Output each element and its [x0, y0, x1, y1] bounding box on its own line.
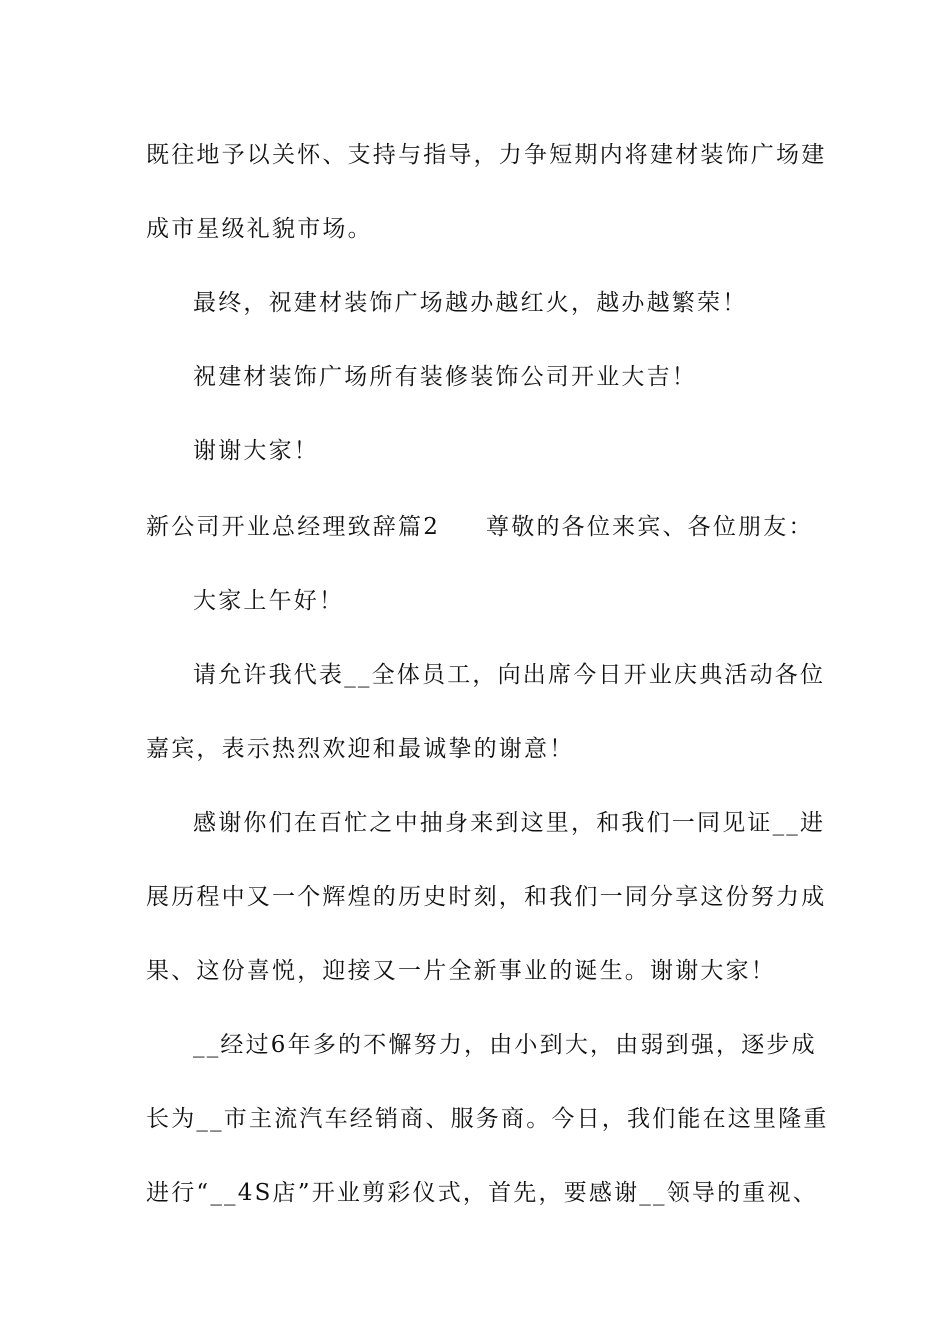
- paragraph-line: 既往地予以关怀、支持与指导，力争短期内将建材装饰广场建: [146, 142, 827, 168]
- section-heading: 新公司开业总经理致辞篇2: [146, 514, 441, 540]
- paragraph-line: 最终，祝建材装饰广场越办越红火，越办越繁荣！: [193, 290, 748, 316]
- paragraph-line: 长为__市主流汽车经销商、服务商。今日，我们能在这里隆重: [146, 1106, 829, 1132]
- paragraph-line: 果、这份喜悦，迎接又一片全新事业的诞生。谢谢大家！: [146, 958, 776, 984]
- paragraph-line: 祝建材装饰广场所有装修装饰公司开业大吉！: [193, 364, 697, 390]
- paragraph-line: 请允许我代表__全体员工，向出席今日开业庆典活动各位: [193, 662, 826, 688]
- paragraph-line: 进行“__4S店”开业剪彩仪式，首先，要感谢__领导的重视、: [146, 1180, 818, 1206]
- paragraph-line: 展历程中又一个辉煌的历史时刻，和我们一同分享这份努力成: [146, 884, 827, 910]
- paragraph-line: 感谢你们在百忙之中抽身来到这里，和我们一同见证__进: [193, 810, 826, 836]
- paragraph-line: 大家上午好！: [193, 588, 345, 614]
- paragraph-line: 嘉宾，表示热烈欢迎和最诚挚的谢意！: [146, 736, 575, 762]
- section-greeting: 尊敬的各位来宾、各位朋友：: [486, 514, 814, 540]
- paragraph-line: 成市星级礼貌市场。: [146, 216, 373, 242]
- paragraph-line: 谢谢大家！: [193, 438, 319, 464]
- paragraph-line: __经过6年多的不懈努力，由小到大，由弱到强，逐步成: [193, 1032, 817, 1058]
- section-heading-line: [146, 512, 816, 542]
